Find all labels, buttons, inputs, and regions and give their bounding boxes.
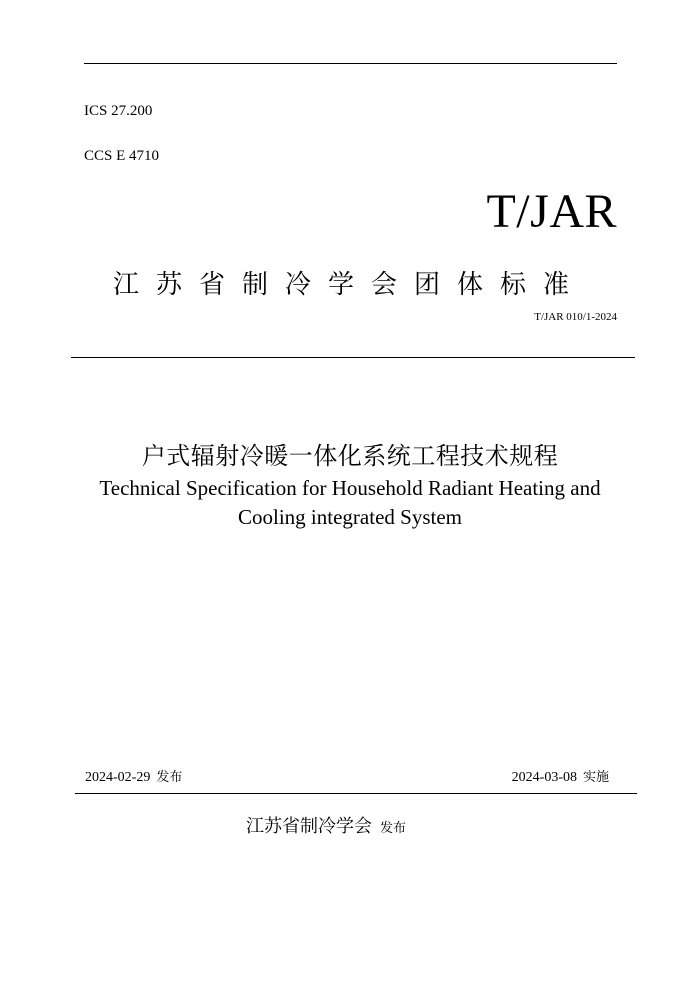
issue-label: 发布 (156, 770, 183, 785)
implementation-date: 2024-03-08 (511, 770, 577, 785)
publisher-action: 发布 (380, 821, 407, 836)
implementation-label: 实施 (582, 770, 609, 785)
publisher-block (246, 812, 406, 838)
issue-date-block (85, 766, 182, 786)
publisher-name: 江苏省制冷学会 (246, 816, 372, 837)
standard-type-title: 江苏省制冷学会团体标准 (113, 270, 587, 300)
header-divider (71, 357, 635, 358)
top-divider (84, 63, 617, 64)
english-title-line-2: Cooling integrated System (238, 505, 462, 529)
ics-code: ICS 27.200 (84, 103, 153, 119)
english-title-line-1: Technical Specification for Household Radiant Heating and (99, 476, 601, 500)
implementation-date-block (512, 766, 609, 786)
issue-date: 2024-02-29 (85, 770, 151, 785)
ccs-code: CCS E 4710 (84, 148, 160, 164)
document-title-chinese: 户式辐射冷暖一体化系统工程技术规程 (141, 442, 559, 470)
document-title-english (0, 474, 700, 532)
standard-code-mark: T/JAR (486, 185, 617, 238)
standard-number: T/JAR 010/1-2024 (534, 311, 617, 323)
footer-divider (75, 793, 637, 794)
